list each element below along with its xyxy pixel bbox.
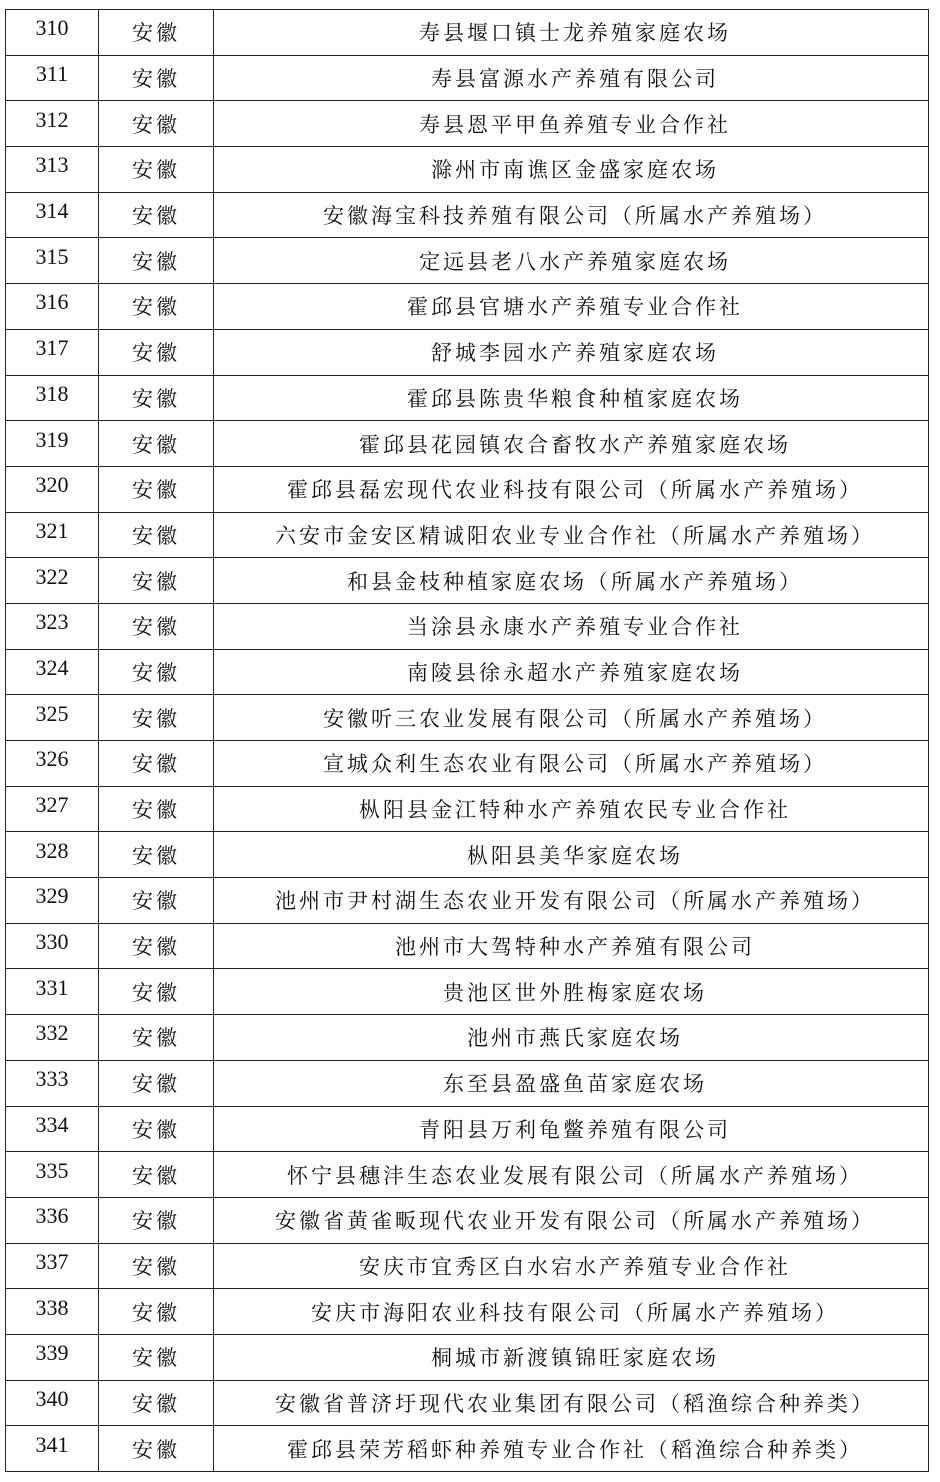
row-province: 安徽 (99, 924, 214, 969)
row-province: 安徽 (99, 1381, 214, 1426)
row-number: 310 (6, 10, 99, 55)
row-name: 寿县恩平甲鱼养殖专业合作社 (214, 101, 929, 146)
row-name: 东至县盈盛鱼苗家庭农场 (214, 1061, 929, 1106)
table-row (6, 284, 929, 330)
row-province: 安徽 (99, 1061, 214, 1106)
table-row (6, 101, 929, 147)
table-row (6, 1061, 929, 1107)
table-row (6, 650, 929, 696)
table-row (6, 1152, 929, 1198)
row-number: 315 (6, 238, 99, 283)
row-number: 338 (6, 1289, 99, 1334)
row-number: 317 (6, 330, 99, 375)
row-number: 324 (6, 650, 99, 695)
table-row (6, 513, 929, 559)
row-name: 桐城市新渡镇锦旺家庭农场 (214, 1335, 929, 1380)
row-province: 安徽 (99, 147, 214, 192)
row-name: 枞阳县美华家庭农场 (214, 832, 929, 877)
row-number: 318 (6, 376, 99, 421)
table-row (6, 832, 929, 878)
row-name: 霍邱县磊宏现代农业科技有限公司（所属水产养殖场） (214, 467, 929, 512)
row-name: 怀宁县穗沣生态农业发展有限公司（所属水产养殖场） (214, 1152, 929, 1197)
row-name: 霍邱县陈贵华粮食种植家庭农场 (214, 376, 929, 421)
row-name: 枞阳县金江特种水产养殖农民专业合作社 (214, 787, 929, 832)
row-number: 316 (6, 284, 99, 329)
table-row (6, 604, 929, 650)
row-number: 330 (6, 924, 99, 969)
row-number: 341 (6, 1426, 99, 1471)
row-province: 安徽 (99, 650, 214, 695)
row-province: 安徽 (99, 1015, 214, 1060)
row-province: 安徽 (99, 604, 214, 649)
row-province: 安徽 (99, 10, 214, 55)
row-name: 安庆市宜秀区白水宕水产养殖专业合作社 (214, 1244, 929, 1289)
table-row (6, 376, 929, 422)
row-province: 安徽 (99, 1198, 214, 1243)
row-number: 337 (6, 1244, 99, 1289)
row-name: 和县金枝种植家庭农场（所属水产养殖场） (214, 558, 929, 603)
table-row (6, 147, 929, 193)
row-province: 安徽 (99, 558, 214, 603)
row-number: 327 (6, 787, 99, 832)
row-province: 安徽 (99, 878, 214, 923)
row-province: 安徽 (99, 1289, 214, 1334)
table-row (6, 56, 929, 102)
row-number: 320 (6, 467, 99, 512)
row-number: 323 (6, 604, 99, 649)
row-number: 332 (6, 1015, 99, 1060)
row-name: 滁州市南谯区金盛家庭农场 (214, 147, 929, 192)
table-row (6, 1381, 929, 1427)
table-row (6, 558, 929, 604)
table-row (6, 1198, 929, 1244)
row-number: 329 (6, 878, 99, 923)
table-row (6, 924, 929, 970)
row-province: 安徽 (99, 284, 214, 329)
row-name: 舒城李园水产养殖家庭农场 (214, 330, 929, 375)
row-number: 331 (6, 969, 99, 1014)
row-number: 339 (6, 1335, 99, 1380)
row-province: 安徽 (99, 101, 214, 146)
row-number: 313 (6, 147, 99, 192)
row-province: 安徽 (99, 193, 214, 238)
row-number: 328 (6, 832, 99, 877)
row-name: 定远县老八水产养殖家庭农场 (214, 238, 929, 283)
row-number: 335 (6, 1152, 99, 1197)
row-number: 340 (6, 1381, 99, 1426)
table-row (6, 193, 929, 239)
table-row (6, 1289, 929, 1335)
table-row (6, 878, 929, 924)
row-name: 安徽海宝科技养殖有限公司（所属水产养殖场） (214, 193, 929, 238)
row-province: 安徽 (99, 787, 214, 832)
row-number: 336 (6, 1198, 99, 1243)
table-row (6, 1426, 929, 1472)
row-number: 326 (6, 741, 99, 786)
row-province: 安徽 (99, 695, 214, 740)
table-row (6, 787, 929, 833)
row-name: 南陵县徐永超水产养殖家庭农场 (214, 650, 929, 695)
table-row (6, 238, 929, 284)
row-name: 霍邱县花园镇农合畜牧水产养殖家庭农场 (214, 421, 929, 466)
row-name: 当涂县永康水产养殖专业合作社 (214, 604, 929, 649)
row-name: 寿县富源水产养殖有限公司 (214, 56, 929, 101)
row-name: 安庆市海阳农业科技有限公司（所属水产养殖场） (214, 1289, 929, 1334)
row-province: 安徽 (99, 1335, 214, 1380)
table-row (6, 467, 929, 513)
table-row (6, 741, 929, 787)
row-province: 安徽 (99, 238, 214, 283)
table-row (6, 1244, 929, 1290)
table-row (6, 330, 929, 376)
row-name: 安徽省黄雀畈现代农业开发有限公司（所属水产养殖场） (214, 1198, 929, 1243)
table-row (6, 1015, 929, 1061)
row-number: 321 (6, 513, 99, 558)
row-name: 安徽听三农业发展有限公司（所属水产养殖场） (214, 695, 929, 740)
row-number: 311 (6, 56, 99, 101)
row-province: 安徽 (99, 1244, 214, 1289)
row-number: 333 (6, 1061, 99, 1106)
row-name: 池州市燕氏家庭农场 (214, 1015, 929, 1060)
row-name: 宣城众利生态农业有限公司（所属水产养殖场） (214, 741, 929, 786)
row-province: 安徽 (99, 467, 214, 512)
table-row (6, 1107, 929, 1153)
row-name: 霍邱县官塘水产养殖专业合作社 (214, 284, 929, 329)
row-number: 314 (6, 193, 99, 238)
row-name: 安徽省普济圩现代农业集团有限公司（稻渔综合种养类） (214, 1381, 929, 1426)
row-name: 池州市尹村湖生态农业开发有限公司（所属水产养殖场） (214, 878, 929, 923)
row-name: 六安市金安区精诚阳农业专业合作社（所属水产养殖场） (214, 513, 929, 558)
table-row (6, 10, 929, 56)
row-province: 安徽 (99, 376, 214, 421)
row-name: 青阳县万利龟鳖养殖有限公司 (214, 1107, 929, 1152)
row-number: 322 (6, 558, 99, 603)
row-province: 安徽 (99, 56, 214, 101)
row-province: 安徽 (99, 1152, 214, 1197)
table-row (6, 695, 929, 741)
row-name: 寿县堰口镇士龙养殖家庭农场 (214, 10, 929, 55)
table-row (6, 969, 929, 1015)
row-province: 安徽 (99, 1107, 214, 1152)
row-province: 安徽 (99, 741, 214, 786)
farm-list-table (5, 9, 929, 1472)
row-number: 319 (6, 421, 99, 466)
row-number: 312 (6, 101, 99, 146)
row-province: 安徽 (99, 421, 214, 466)
row-province: 安徽 (99, 1426, 214, 1471)
row-name: 池州市大驾特种水产养殖有限公司 (214, 924, 929, 969)
row-name: 霍邱县荣芳稻虾种养殖专业合作社（稻渔综合种养类） (214, 1426, 929, 1471)
row-number: 325 (6, 695, 99, 740)
row-province: 安徽 (99, 832, 214, 877)
row-province: 安徽 (99, 330, 214, 375)
row-province: 安徽 (99, 969, 214, 1014)
table-row (6, 421, 929, 467)
row-province: 安徽 (99, 513, 214, 558)
row-name: 贵池区世外胜梅家庭农场 (214, 969, 929, 1014)
row-number: 334 (6, 1107, 99, 1152)
table-row (6, 1335, 929, 1381)
